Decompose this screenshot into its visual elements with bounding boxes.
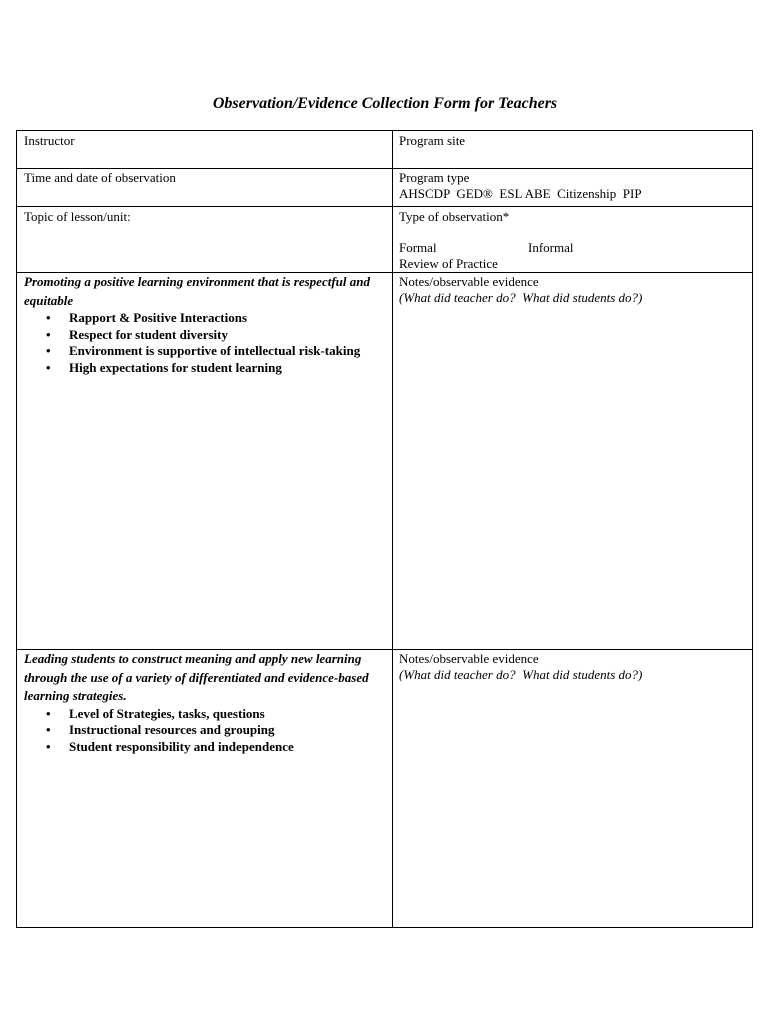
instructor-label: Instructor [24,133,75,148]
section-learning-environment [24,273,384,377]
list-item: • Instructional resources and grouping [46,722,275,738]
observation-informal-option[interactable]: Informal [528,240,574,255]
row-divider [17,168,752,169]
observation-formal-option[interactable]: Formal [399,240,437,255]
list-item: • Respect for student diversity [46,326,228,342]
notes-prompt: (What did teacher do? What did students do?) [399,667,643,682]
section-title: Leading students to construct meaning and apply new learning through the use of a variety of differentiated and evidence-based learning strategies. [24,651,369,703]
list-item: • Level of Strategies, tasks, questions [46,705,265,721]
bullet-icon: • [46,326,51,342]
program-site-label: Program site [399,133,466,148]
list-item: • Environment is supportive of intellectual risk-taking [46,343,361,359]
instructor-field[interactable] [24,133,384,149]
topic-label: Topic of lesson/unit: [24,209,131,224]
criteria-list [24,310,384,377]
section-title: Promoting a positive learning environment that is respectful and equitable [24,274,370,308]
observation-type-options [399,240,744,256]
bullet-icon: • [46,310,51,325]
time-date-field[interactable] [24,170,384,186]
notes-prompt: (What did teacher do? What did students do?) [399,290,643,305]
program-type-label: Program type [399,170,470,185]
criteria-list [24,706,384,756]
list-item: • High expectations for student learning [46,360,282,376]
observation-form-table [16,130,753,928]
form-title: Observation/Evidence Collection Form for Teachers [212,95,558,112]
list-item: • Rapport & Positive Interactions [46,310,248,325]
section2-notes-field[interactable] [399,651,744,683]
program-site-field[interactable] [399,133,744,149]
time-date-label: Time and date of observation [24,170,176,185]
observation-review-option[interactable]: Review of Practice [399,256,498,271]
program-type-field[interactable] [399,170,744,202]
bullet-icon: • [46,722,51,738]
section1-notes-field[interactable] [399,274,744,306]
bullet-icon: • [46,343,51,359]
program-type-options[interactable]: AHSCDP GED® ESL ABE Citizenship PIP [399,186,642,201]
observation-type-field[interactable] [399,209,744,272]
notes-label: Notes/observable evidence [399,274,539,289]
column-divider [392,131,393,927]
bullet-icon: • [46,738,51,754]
topic-field[interactable] [24,209,384,225]
notes-label: Notes/observable evidence [399,651,539,666]
list-item: • Student responsibility and independence [46,738,294,754]
row-divider [17,206,752,207]
bullet-icon: • [46,705,51,721]
section-learning-strategies [24,650,384,756]
bullet-icon: • [46,360,51,376]
observation-type-label: Type of observation* [399,209,510,224]
